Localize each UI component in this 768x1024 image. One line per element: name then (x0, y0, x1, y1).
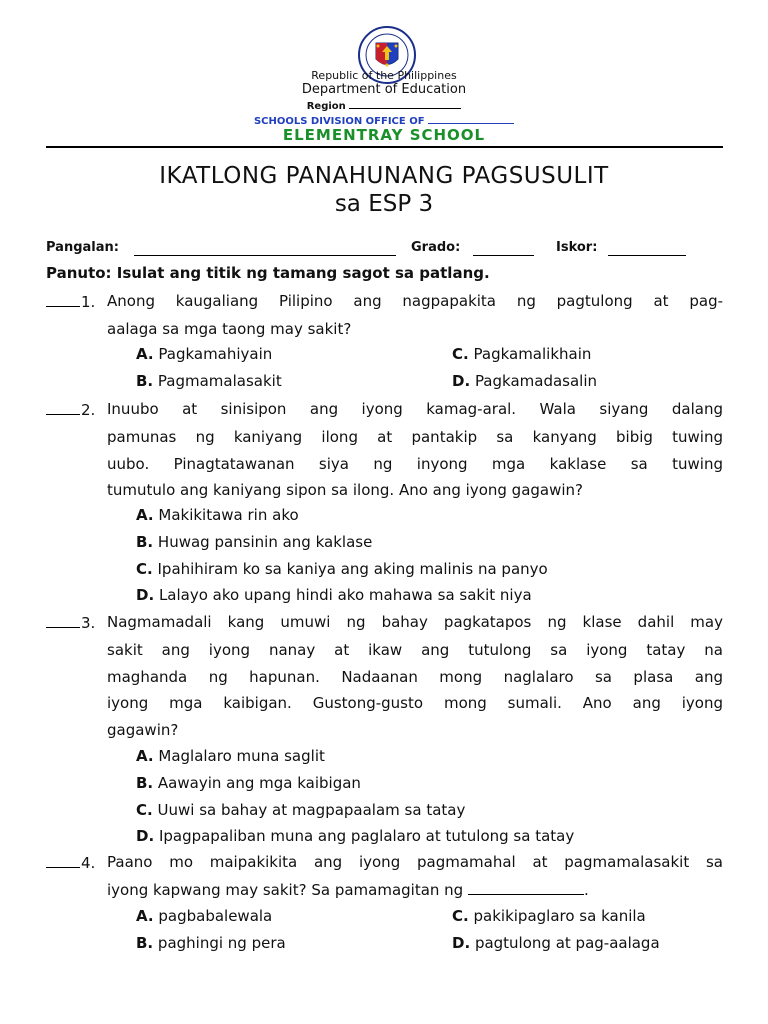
region-blank (349, 98, 461, 109)
question-text-line-with-blank: iyong kapwang may sakit? Sa pamamagitan ng . (46, 877, 723, 904)
option-d: D. Pagkamadasalin (452, 371, 598, 390)
option-d: D. Lalayo ako upang hindi ako mahawa sa sakit niya (136, 586, 532, 605)
option-b: B. Huwag pansinin ang kaklase (136, 532, 373, 551)
question-text-line: uubo. Pinagtatawanan siya ng inyong mga kaklase sa tuwing (107, 454, 723, 473)
question-text-line: Inuubo at sinisipon ang iyong kamag-aral. Wala siyang dalang (107, 400, 723, 418)
option-a: A. Makikitawa rin ako (136, 506, 299, 524)
name-field[interactable] (134, 255, 396, 256)
republic-text: Republic of the Philippines (311, 69, 457, 82)
question-text-line: maghanda ng hapunan. Nadaanan mong naglalaro sa plasa ang (107, 667, 723, 686)
answer-blank-4[interactable] (46, 849, 80, 868)
question-text-line: aalaga sa mga taong may sakit? (107, 319, 352, 338)
name-label: Pangalan: (46, 240, 119, 255)
option-b: B. Pagmamalasakit (136, 371, 282, 390)
header-divider (46, 146, 723, 148)
grade-field[interactable] (473, 255, 534, 256)
department-text: Department of Education (301, 82, 467, 97)
question-text-line: Anong kaugaliang Pilipino ang nagpapakita ng pagtulong at pag- (107, 292, 723, 310)
answer-blank-2[interactable] (46, 396, 80, 415)
options-4 (136, 903, 660, 957)
question-number: 3. (81, 614, 96, 632)
question-text-line: iyong mga kaibigan. Gustong-gusto mong sumali. Ano ang iyong (107, 694, 723, 713)
question-3 (46, 609, 723, 744)
option-c: C. Ipahihiram ko sa kaniya ang aking malinis na panyo (136, 559, 548, 578)
option-c: C. Uuwi sa bahay at magpapaalam sa tatay (136, 800, 466, 819)
question-text-line: gagawin? (107, 721, 179, 740)
option-a: A. Pagkamahiyain (136, 345, 273, 363)
exam-title: IKATLONG PANAHUNANG PAGSUSULIT (159, 163, 609, 189)
question-2 (46, 396, 723, 504)
exam-subtitle: sa ESP 3 (334, 191, 434, 217)
answer-blank-1[interactable] (46, 288, 80, 307)
fill-in-blank[interactable] (468, 878, 584, 895)
region-line (0, 98, 768, 112)
answer-blank-3[interactable] (46, 609, 80, 628)
option-c: C. Pagkamalikhain (452, 345, 592, 363)
option-d: D. Ipagpapaliban muna ang paglalaro at tutulong sa tatay (136, 827, 575, 846)
option-a: A. Maglalaro muna saglit (136, 747, 325, 765)
options-1 (136, 341, 597, 395)
option-b: B. paghingi ng pera (136, 933, 286, 952)
question-text-line: Paano mo maipakikita ang iyong pagmamahal at pagmamalasakit sa (107, 853, 723, 871)
score-label: Iskor: (556, 240, 598, 255)
instruction: Panuto: Isulat ang titik ng tamang sagot sa patlang. (46, 264, 490, 282)
question-1 (46, 288, 723, 343)
grade-label: Grado: (411, 240, 461, 255)
question-number: 4. (81, 854, 96, 872)
score-field[interactable] (608, 255, 686, 256)
question-text-line: pamunas ng kaniyang ilong at pantakip sa kanyang bibig tuwing (107, 427, 723, 446)
region-label: Region (306, 101, 346, 112)
options-2 (136, 502, 548, 609)
question-text-line: sakit ang iyong nanay at ikaw ang tutulong sa iyong tatay na (107, 640, 723, 659)
question-text-line: Nagmamadali kang umuwi ng bahay pagkatapos ng klase dahil may (107, 613, 723, 631)
options-3 (136, 743, 574, 850)
option-b: B. Aawayin ang mga kaibigan (136, 773, 361, 792)
option-a: A. pagbabalewala (136, 907, 273, 925)
division-line (0, 113, 768, 127)
division-label: SCHOOLS DIVISION OFFICE OF (253, 116, 425, 127)
option-d: D. pagtulong at pag-aalaga (452, 933, 660, 952)
question-number: 2. (81, 401, 96, 419)
school-name: ELEMENTRAY SCHOOL (282, 126, 486, 144)
option-c: C. pakikipaglaro sa kanila (452, 907, 646, 925)
division-blank (428, 113, 514, 124)
question-text-line: tumutulo ang kaniyang sipon sa ilong. Ano ang iyong gagawin? (107, 481, 584, 500)
question-4 (46, 849, 723, 904)
question-number: 1. (81, 293, 96, 311)
